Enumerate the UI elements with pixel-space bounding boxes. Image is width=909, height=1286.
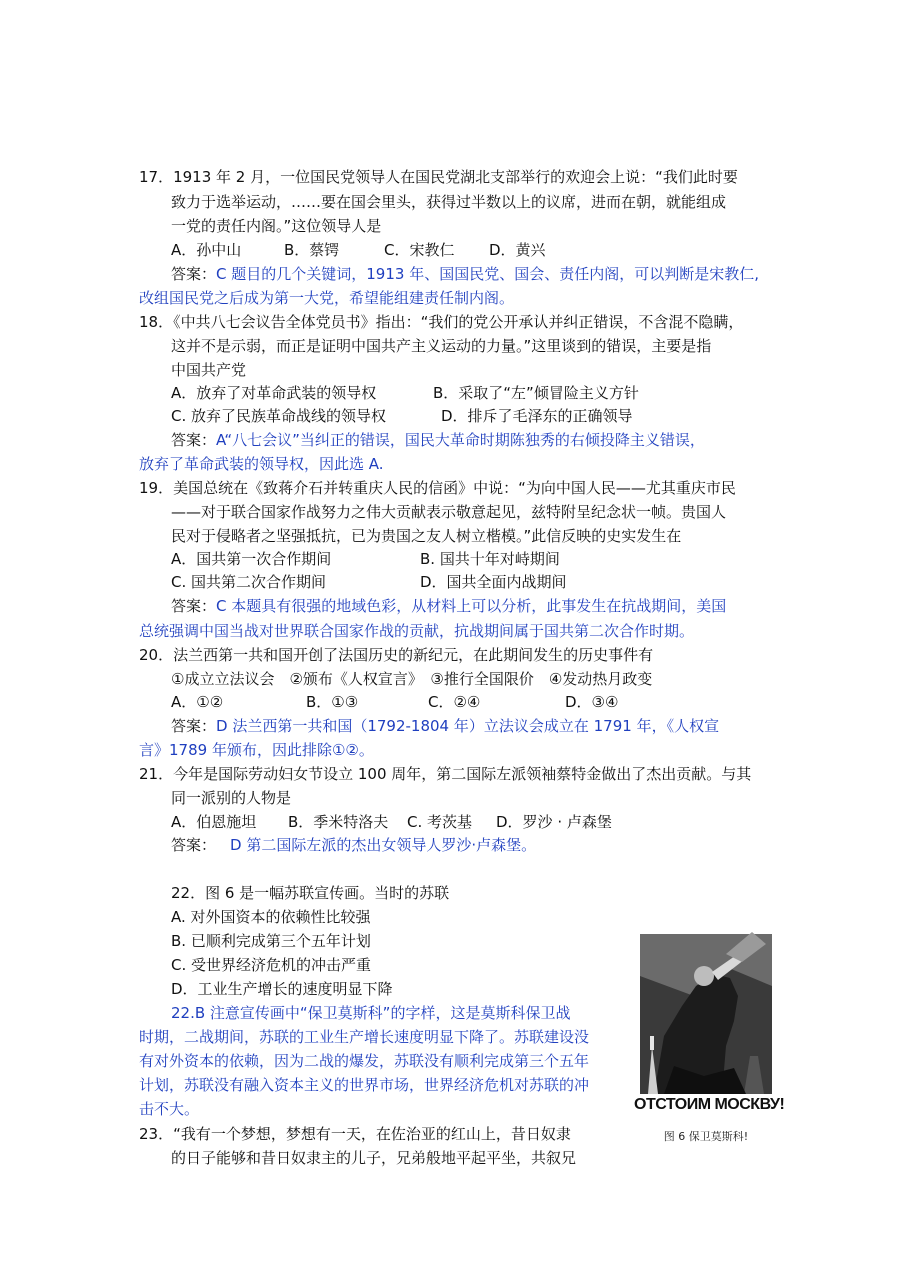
- figure-caption: 图 6 保卫莫斯科!: [663, 1130, 749, 1143]
- q18-stem-line3: 中国共产党: [171, 361, 247, 379]
- q20-answer-text: D 法兰西第一共和国（1792-1804 年）立法议会成立在 1791 年，《人权宣: [216, 717, 720, 735]
- q18-answer-line2: 放弃了革命武装的领导权，因此选 A.: [139, 455, 384, 473]
- q22-stem-line1: 22．图 6 是一幅苏联宣传画。当时的苏联: [171, 884, 450, 902]
- answer-prefix: 答案：: [171, 265, 217, 283]
- q17-option-a: A．孙中山: [171, 241, 242, 259]
- q20-answer-line2: 言》1789 年颁布，因此排除①②。: [139, 741, 374, 759]
- q21-option-a: A．伯恩施坦: [171, 813, 257, 831]
- answer-prefix: 答案：: [171, 431, 217, 449]
- q23-stem-line1: 23．“我有一个梦想，梦想有一天，在佐治亚的红山上，昔日奴隶: [139, 1125, 571, 1143]
- q19-stem-line2: ——对于联合国家作战努力之伟大贡献表示敬意起见，兹特附呈纪念状一帧。贵国人: [171, 503, 727, 521]
- q20-answer-line1: [171, 715, 719, 737]
- q22-option-c: C. 受世界经济危机的冲击严重: [171, 956, 372, 974]
- q21-option-c: C. 考茨基: [407, 813, 473, 831]
- q19-option-b: B. 国共十年对峙期间: [420, 550, 560, 568]
- q17-answer-text: C 题目的几个关键词，1913 年、国国民党、国会、责任内阁，可以判断是宋教仁,: [216, 265, 759, 283]
- q23-stem-line2: 的日子能够和昔日奴隶主的儿子，兄弟般地平起平坐，共叙兄: [171, 1149, 577, 1167]
- q18-option-a: A．放弃了对革命武装的领导权: [171, 384, 377, 402]
- q17-stem-line1: 17．1913 年 2 月，一位国民党领导人在国民党湖北支部举行的欢迎会上说：“我们此时要: [139, 168, 738, 186]
- q18-option-b: B．采取了“左”倾冒险主义方针: [433, 384, 639, 402]
- q19-answer-text: C 本题具有很强的地域色彩，从材料上可以分析，此事发生在抗战期间，美国: [216, 597, 727, 615]
- q20-stem-line2: ①成立立法议会 ②颁布《人权宣言》 ③推行全国限价 ④发动热月政变: [171, 670, 653, 688]
- q18-answer-text: A“八七会议”当纠正的错误，国民大革命时期陈独秀的右倾投降主义错误，: [216, 431, 705, 449]
- q20-option-b: B．①③: [306, 693, 359, 711]
- poster-slogan: ОТСТОИМ МОСКВУ!: [634, 1096, 785, 1113]
- q22-option-a: A. 对外国资本的依赖性比较强: [171, 908, 371, 926]
- q19-option-a: A．国共第一次合作期间: [171, 550, 332, 568]
- answer-prefix: 答案：: [171, 717, 217, 735]
- q19-stem-line3: 民对于侵略者之坚强抵抗，已为贵国之友人树立楷模。”此信反映的史实发生在: [171, 527, 682, 545]
- q21-answer-text: D 第二国际左派的杰出女领导人罗沙·卢森堡。: [230, 836, 537, 854]
- q21-stem-line2: 同一派别的人物是: [171, 789, 292, 807]
- q17-answer-line2: 改组国民党之后成为第一大党，希望能组建责任制内阁。: [139, 289, 515, 307]
- soviet-poster-figure: [634, 926, 785, 1151]
- q18-stem-line1: 18．《中共八七会议告全体党员书》指出：“我们的党公开承认并纠正错误，不含混不隐瞒，: [139, 313, 744, 331]
- q22-answer-line4: 计划，苏联没有融入资本主义的世界市场，世界经济危机对苏联的冲: [139, 1076, 590, 1094]
- q18-stem-line2: 这并不是示弱，而正是证明中国共产主义运动的力量。”这里谈到的错误，主要是指: [171, 337, 712, 355]
- q17-option-d: D．黄兴: [489, 241, 546, 259]
- answer-prefix: 答案：: [171, 836, 217, 854]
- q19-option-d: D．国共全面内战期间: [420, 573, 567, 591]
- answer-prefix: 答案：: [171, 597, 217, 615]
- q21-stem-line1: 21．今年是国际劳动妇女节设立 100 周年，第二国际左派领袖蔡特金做出了杰出贡献。与其: [139, 765, 752, 783]
- q21-answer-line1: [171, 834, 536, 856]
- q19-answer-line1: [171, 595, 726, 617]
- q17-option-b: B．蔡锷: [284, 241, 340, 259]
- q19-stem-line1: 19．美国总统在《致蒋介石并转重庆人民的信函》中说：“为向中国人民——尤其重庆市民: [139, 479, 736, 497]
- q21-option-d: D．罗沙 · 卢森堡: [496, 813, 612, 831]
- q19-option-c: C. 国共第二次合作期间: [171, 573, 327, 591]
- q18-answer-line1: [171, 429, 705, 451]
- q21-option-b: B．季米特洛夫: [288, 813, 389, 831]
- q20-stem-line1: 20．法兰西第一共和国开创了法国历史的新纪元，在此期间发生的历史事件有: [139, 646, 654, 664]
- q20-option-d: D．③④: [565, 693, 619, 711]
- q19-answer-line2: 总统强调中国当战对世界联合国家作战的贡献，抗战期间属于国共第二次合作时期。: [139, 622, 695, 640]
- q22-answer-line1: 22.B 注意宣传画中“保卫莫斯科”的字样，这是莫斯科保卫战: [171, 1004, 571, 1022]
- q17-stem-line2: 致力于选举运动，……要在国会里头，获得过半数以上的议席，进而在朝，就能组成: [171, 193, 727, 211]
- q20-option-a: A．①②: [171, 693, 224, 711]
- q22-option-b: B. 已顺利完成第三个五年计划: [171, 932, 371, 950]
- q22-answer-line5: 击不大。: [139, 1100, 200, 1118]
- q20-option-c: C．②④: [428, 693, 481, 711]
- q22-answer-line3: 有对外资本的依赖，因为二战的爆发，苏联没有顺利完成第三个五年: [139, 1052, 590, 1070]
- q17-answer-line1: [171, 263, 759, 285]
- q18-option-d: D．排斥了毛泽东的正确领导: [441, 407, 633, 425]
- q17-stem-line3: 一党的责任内阁。”这位领导人是: [171, 217, 382, 235]
- q18-option-c: C. 放弃了民族革命战线的领导权: [171, 407, 387, 425]
- q22-option-d: D．工业生产增长的速度明显下降: [171, 980, 393, 998]
- q22-answer-line2: 时期，二战期间，苏联的工业生产增长速度明显下降了。苏联建设没: [139, 1028, 590, 1046]
- q17-option-c: C．宋教仁: [384, 241, 455, 259]
